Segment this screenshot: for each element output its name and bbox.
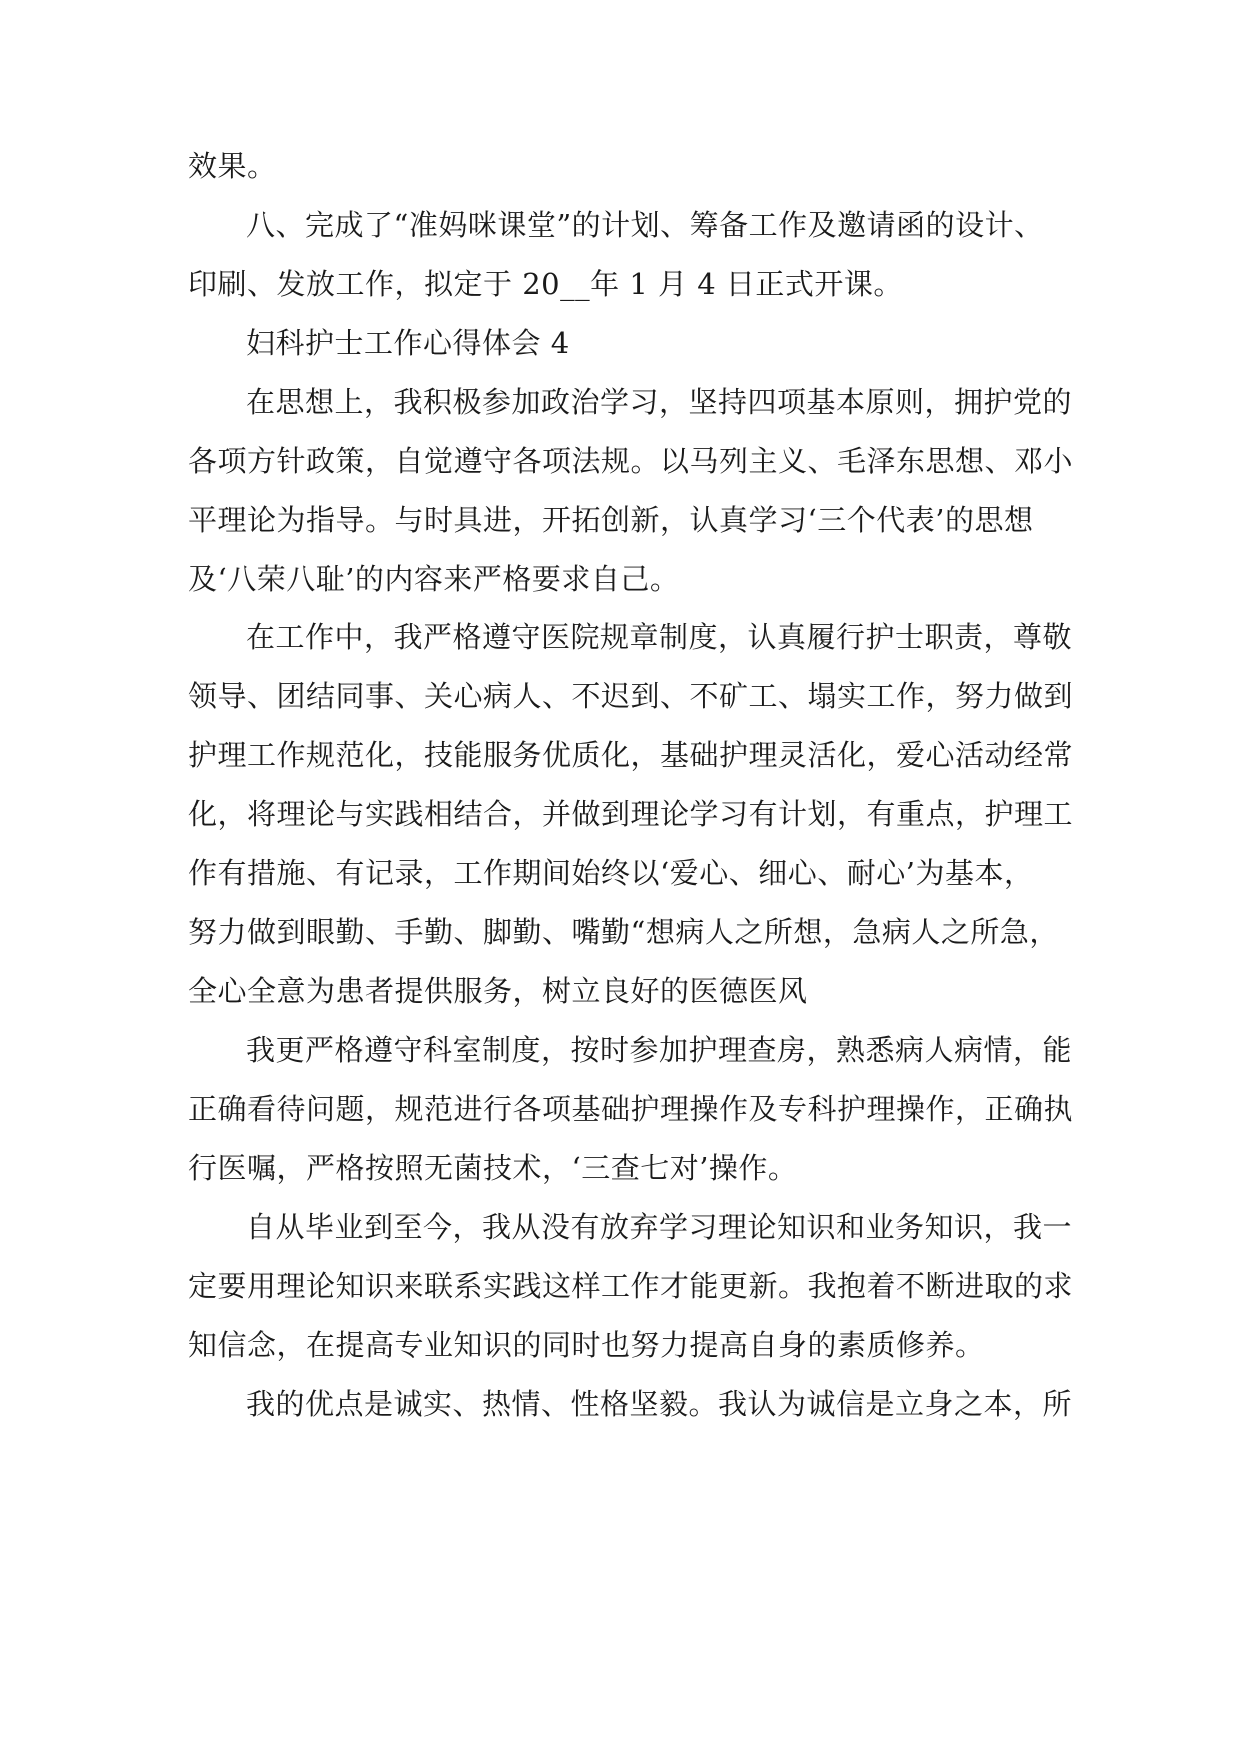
text-line: 化，将理论与实践相结合，并做到理论学习有计划，有重点，护理工 bbox=[188, 797, 1074, 831]
text-line: 及‘八荣八耻’的内容来严格要求自己。 bbox=[188, 562, 680, 596]
text-line: 努力做到眼勤、手勤、脚勤、嘴勤“想病人之所想，急病人之所急， bbox=[188, 915, 1059, 949]
text-line: 作有措施、有记录，工作期间始终以‘爱心、细心、耐心’为基本， bbox=[188, 856, 1034, 890]
text-line: 在思想上，我积极参加政治学习，坚持四项基本原则，拥护党的 bbox=[246, 385, 1073, 419]
text-line: 我更严格遵守科室制度，按时参加护理查房，熟悉病人病情，能 bbox=[246, 1033, 1073, 1067]
text-line: 定要用理论知识来联系实践这样工作才能更新。我抱着不断进取的求 bbox=[188, 1269, 1074, 1303]
text-line: 领导、团结同事、关心病人、不迟到、不矿工、塌实工作，努力做到 bbox=[188, 679, 1074, 713]
text-line: 护理工作规范化，技能服务优质化，基础护理灵活化，爱心活动经常 bbox=[188, 738, 1074, 772]
text-line: 全心全意为患者提供服务，树立良好的医德医风 bbox=[188, 974, 808, 1008]
text-line: 在工作中，我严格遵守医院规章制度，认真履行护士职责，尊敬 bbox=[246, 620, 1073, 654]
text-line: 效果。 bbox=[188, 149, 277, 183]
text-line: 正确看待问题，规范进行各项基础护理操作及专科护理操作，正确执 bbox=[188, 1092, 1074, 1126]
text-line: 知信念，在提高专业知识的同时也努力提高自身的素质修养。 bbox=[188, 1328, 985, 1362]
text-line: 各项方针政策，自觉遵守各项法规。以马列主义、毛泽东思想、邓小 bbox=[188, 444, 1074, 478]
text-line: 行医嘱，严格按照无菌技术，‘三查七对’操作。 bbox=[188, 1151, 798, 1185]
section-heading: 妇科护士工作心得体会 4 bbox=[246, 326, 570, 360]
text-line: 自从毕业到至今，我从没有放弃学习理论知识和业务知识，我一 bbox=[246, 1210, 1073, 1244]
text-line: 八、完成了“准妈咪课堂”的计划、筹备工作及邀请函的设计、 bbox=[246, 208, 1044, 242]
text-line: 印刷、发放工作，拟定于 20__年 1 月 4 日正式开课。 bbox=[188, 267, 903, 301]
text-line: 平理论为指导。与时具进，开拓创新，认真学习‘三个代表’的思想 bbox=[188, 503, 1034, 537]
text-line: 我的优点是诚实、热情、性格坚毅。我认为诚信是立身之本，所 bbox=[246, 1387, 1073, 1421]
